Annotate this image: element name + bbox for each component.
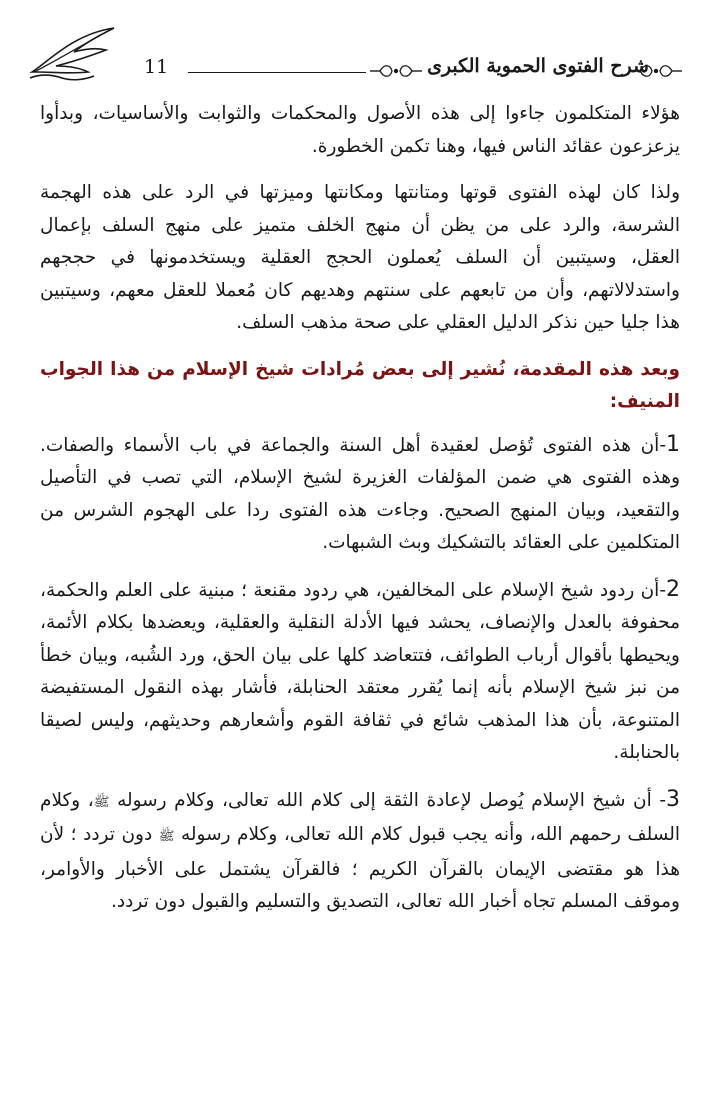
- list-item-1: [40, 429, 680, 560]
- list-item-text: ، وكلام السلف رحمهم الله، وأنه يجب قبول كلام الله تعالى، وكلام رسوله: [40, 789, 680, 845]
- list-number: 3: [666, 786, 680, 812]
- list-item-text: -أن ردود شيخ الإسلام على المخالفين، هي ردود مقنعة ؛ مبنية على العلم والحكمة، محفوفة بالعدل والإنصاف، يحشد فيها الأدلة النقلية والعقلية، ويعضدها بكلام الأئمة، ويحيطها بأقوال أرباب الطوائف، فتتعاضد كلها على بيان الحق، ورد الشُبه، وبيان خطأ من نبز شيخ الإسلام بأنه إنما يُقرر معتقد الحنابلة، فأشار بهذه النقول المستفيضة المتنوعة، بأن هذا المذهب شائع في ثقافة القوم وأشعارهم وحديثهم، وليس لصيقا بالحنابلة.: [40, 579, 680, 763]
- list-number: 2: [666, 576, 680, 602]
- list-number: 1: [666, 431, 680, 457]
- paragraph-fatwa-strength: ولذا كان لهذه الفتوى قوتها ومتانتها ومكانتها وميزتها في الرد على هذه الهجمة الشرسة، والرد على من يظن أن منهج الخلف متميز على منهج السلف بإعمال العقل، وسيتبين أن السلف يُعملون الحجج العقلية ويستخدمونها في حججهم واستدلالاتهم، وأن من تابعهم على سنتهم وهديهم كان مُعملا للعقل معهم، وسيتبين هذا جليا حين نذكر الدليل العقلي على صحة مذهب السلف.: [40, 182, 680, 333]
- quill-pen-icon: [28, 22, 118, 82]
- salla-ligature: ﷺ: [158, 829, 175, 844]
- list-item-text: -أن هذه الفتوى تُؤصل لعقيدة أهل السنة والجماعة في باب الأسماء والصفات. وهذه الفتوى هي ضمن المؤلفات الغزيرة لشيخ الإسلام، التي تصب في التأصيل والتقعيد، وبيان المنهج الصحيح. وجاءت هذه الفتوى ردا على الهجوم الشرس من المتكلمين على العقائد بالتشكيك وبث الشبهات.: [40, 434, 680, 553]
- list-item-3: [40, 784, 680, 919]
- floral-ornament-icon: [628, 60, 684, 82]
- book-title: شرح الفتوى الحموية الكبرى: [427, 55, 649, 77]
- page-number: 11: [144, 56, 169, 78]
- list-item-2: [40, 574, 680, 770]
- salla-ligature: ﷺ: [93, 794, 110, 810]
- section-heading: وبعد هذه المقدمة، نُشير إلى بعض مُرادات شيخ الإسلام من هذا الجواب المنيف:: [40, 358, 680, 412]
- list-item-text: - أن شيخ الإسلام يُوصل لإعادة الثقة إلى كلام الله تعالى، وكلام رسوله: [109, 789, 666, 811]
- page-header: [28, 22, 692, 92]
- page-body: [40, 98, 680, 933]
- floral-ornament-icon: [368, 60, 424, 82]
- paragraph-intro-danger: هؤلاء المتكلمون جاءوا إلى هذه الأصول والمحكمات والثوابت والأساسيات، وبدأوا يزعزعون عقائد الناس فيها، وهنا تكمن الخطورة.: [40, 103, 680, 157]
- list-item-text: دون تردد ؛ لأن هذا هو مقتضى الإيمان بالقرآن الكريم ؛ فالقرآن يشتمل على الأخبار والأوامر، وموقف المسلم تجاه أخبار الله تعالى، التصديق والتسليم والقبول دون تردد.: [40, 824, 680, 912]
- header-rule: [188, 72, 366, 73]
